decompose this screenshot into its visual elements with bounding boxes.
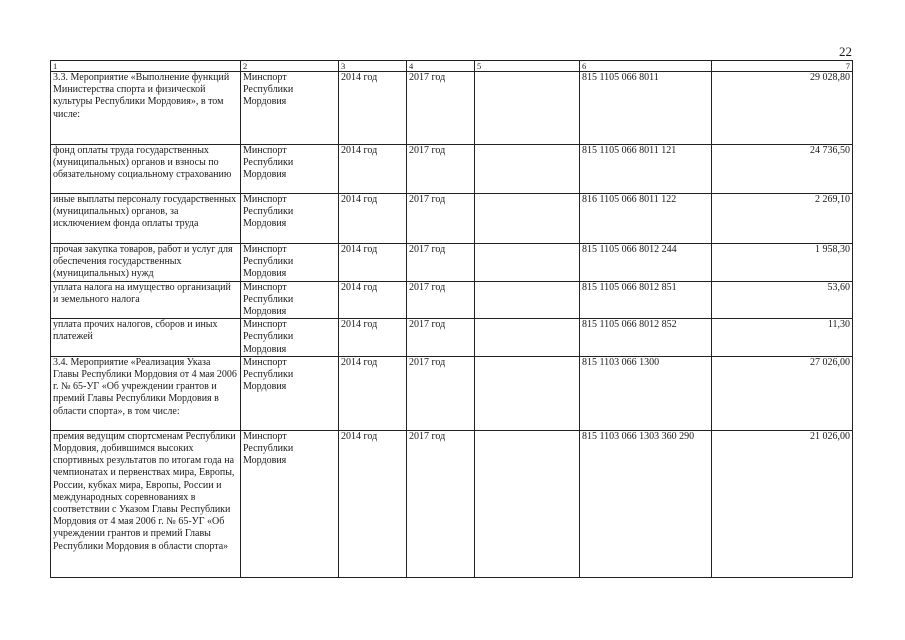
amount: 2 269,10 [712,194,853,244]
column-5-cell [475,145,580,194]
measure-name: 3.3. Мероприятие «Выполнение функций Министерства спорта и физической культуры Республики Мордовия», в том числе: [51,72,241,145]
column-number: 6 [580,61,712,72]
budget-code: 815 1105 066 8012 244 [580,244,712,282]
end-year: 2017 год [407,194,475,244]
executor: Минспорт Республики Мордовия [241,145,339,194]
executor: Минспорт Республики Мордовия [241,244,339,282]
budget-code: 815 1103 066 1303 360 290 [580,430,712,577]
page-number: 22 [839,44,852,59]
amount: 24 736,50 [712,145,853,194]
table-row [51,430,853,577]
start-year: 2014 год [339,430,407,577]
start-year: 2014 год [339,319,407,357]
budget-code: 815 1103 066 1300 [580,356,712,430]
measure-name: уплата прочих налогов, сборов и иных платежей [51,319,241,357]
start-year: 2014 год [339,194,407,244]
measure-name: уплата налога на имущество организаций и земельного налога [51,281,241,319]
start-year: 2014 год [339,145,407,194]
table-row [51,356,853,430]
column-number: 5 [475,61,580,72]
budget-code: 815 1105 066 8012 851 [580,281,712,319]
column-5-cell [475,72,580,145]
table-row [51,194,853,244]
start-year: 2014 год [339,244,407,282]
budget-code: 815 1105 066 8011 121 [580,145,712,194]
column-5-cell [475,281,580,319]
amount: 29 028,80 [712,72,853,145]
column-5-cell [475,319,580,357]
end-year: 2017 год [407,244,475,282]
column-5-cell [475,194,580,244]
budget-code: 815 1105 066 8012 852 [580,319,712,357]
measure-name: 3.4. Мероприятие «Реализация Указа Главы Республики Мордовия от 4 мая 2006 г. № 65-УГ «Об учреждении грантов и премий Главы Республики Мордовия в области спорта», в том числе: [51,356,241,430]
end-year: 2017 год [407,430,475,577]
table-row [51,72,853,145]
program-measures-table [50,60,853,578]
column-number: 4 [407,61,475,72]
end-year: 2017 год [407,319,475,357]
column-number: 1 [51,61,241,72]
budget-code: 816 1105 066 8011 122 [580,194,712,244]
column-5-cell [475,430,580,577]
start-year: 2014 год [339,281,407,319]
start-year: 2014 год [339,356,407,430]
executor: Минспорт Республики Мордовия [241,430,339,577]
measure-name: премия ведущим спортсменам Республики Мордовия, добившимся высоких спортивных результатов по итогам года на чемпионатах и первенствах мира, Европы, России, кубках мира, Европы, России и международных соревнованиях в соответствии с Указом Главы Республики Мордовия от 4 мая 2006 г. № 65-УГ «Об учреждении грантов и премий Главы Республики Мордовия в области спорта» [51,430,241,577]
end-year: 2017 год [407,356,475,430]
column-5-cell [475,356,580,430]
amount: 53,60 [712,281,853,319]
column-5-cell [475,244,580,282]
budget-code: 815 1105 066 8011 [580,72,712,145]
table-row [51,319,853,357]
executor: Минспорт Республики Мордовия [241,72,339,145]
column-number: 3 [339,61,407,72]
end-year: 2017 год [407,72,475,145]
column-number-row [51,61,853,72]
table-row [51,281,853,319]
amount: 27 026,00 [712,356,853,430]
measure-name: фонд оплаты труда государственных (муниципальных) органов и взносы по обязательному социальному страхованию [51,145,241,194]
start-year: 2014 год [339,72,407,145]
column-number: 2 [241,61,339,72]
column-number: 7 [712,61,853,72]
amount: 21 026,00 [712,430,853,577]
executor: Минспорт Республики Мордовия [241,356,339,430]
end-year: 2017 год [407,281,475,319]
measure-name: прочая закупка товаров, работ и услуг для обеспечения государственных (муниципальных) нужд [51,244,241,282]
amount: 11,30 [712,319,853,357]
executor: Минспорт Республики Мордовия [241,281,339,319]
executor: Минспорт Республики Мордовия [241,194,339,244]
executor: Минспорт Республики Мордовия [241,319,339,357]
table-row [51,145,853,194]
amount: 1 958,30 [712,244,853,282]
table-row [51,244,853,282]
measure-name: иные выплаты персоналу государственных (муниципальных) органов, за исключением фонда оплаты труда [51,194,241,244]
end-year: 2017 год [407,145,475,194]
